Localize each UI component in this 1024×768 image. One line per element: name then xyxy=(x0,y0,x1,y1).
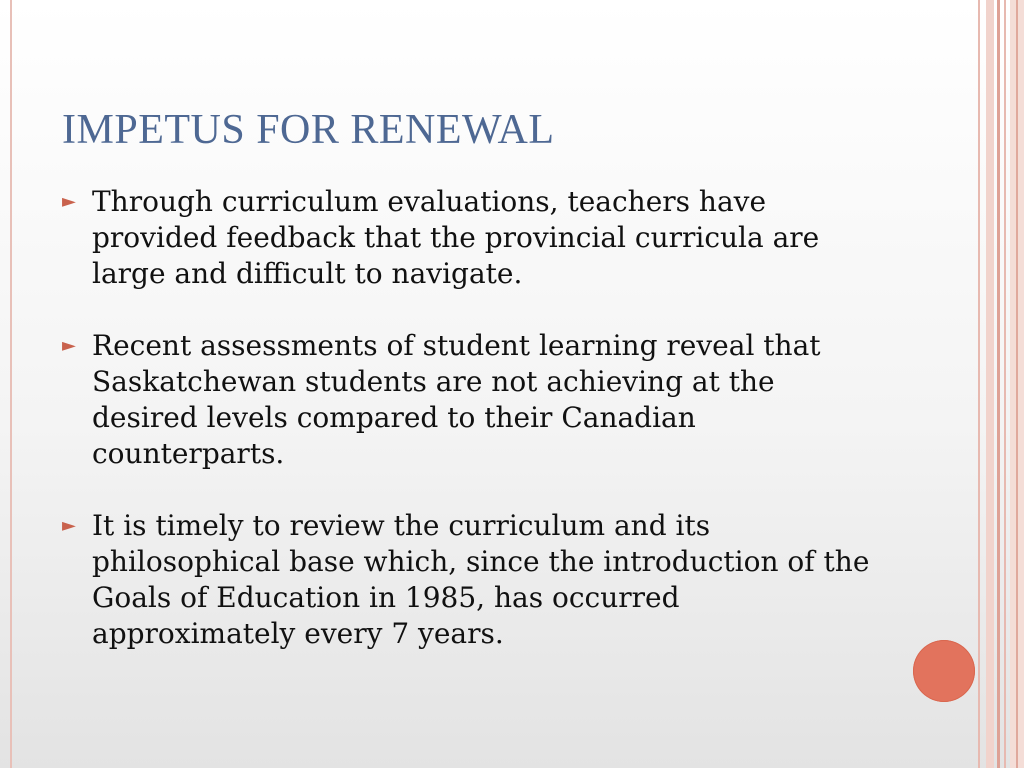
left-border-line xyxy=(10,0,12,768)
bullet-list xyxy=(62,184,882,688)
slide-title: IMPETUS FOR RENEWAL xyxy=(62,107,555,153)
bullet-item xyxy=(62,184,882,292)
accent-circle xyxy=(913,640,975,702)
bullet-text: Recent assessments of student learning reveal that Saskatchewan students are not achieving at the desired levels compared to their Canadian counterparts. xyxy=(92,329,821,470)
right-border-stripe xyxy=(978,0,980,768)
bullet-arrow-icon: ► xyxy=(62,191,76,212)
bullet-text: It is timely to review the curriculum and its philosophical base which, since the introduction of the Goals of Education in 1985, has occurred approximately every 7 years. xyxy=(92,509,870,650)
right-border-stripe xyxy=(1016,0,1018,768)
bullet-arrow-icon: ► xyxy=(62,335,76,356)
bullet-item xyxy=(62,508,882,652)
bullet-arrow-icon: ► xyxy=(62,515,76,536)
bullet-item xyxy=(62,328,882,472)
right-border-stripe xyxy=(1004,0,1006,768)
right-border-stripe xyxy=(986,0,994,768)
bullet-text: Through curriculum evaluations, teachers have provided feedback that the provincial curricula are large and difficult to navigate. xyxy=(92,185,820,290)
right-border-stripe xyxy=(997,0,1000,768)
